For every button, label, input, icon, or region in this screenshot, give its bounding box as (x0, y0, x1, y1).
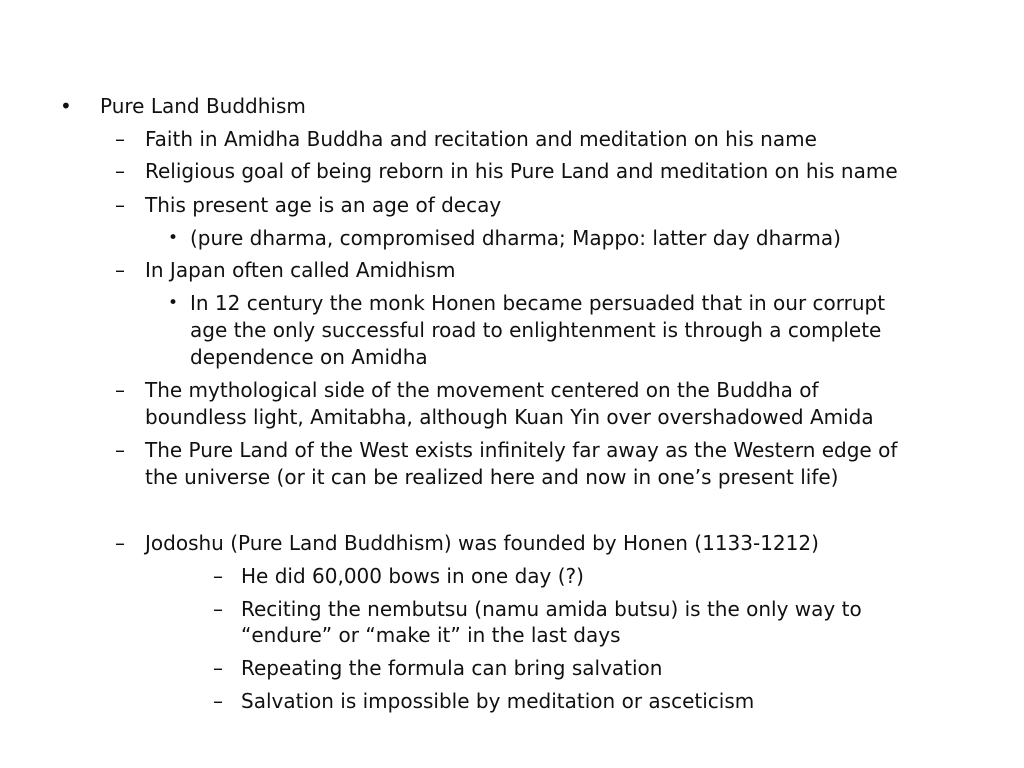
sub-sub-item: dependence on Amidha (190, 345, 428, 369)
dash-marker: – (115, 378, 125, 402)
sub-item: boundless light, Amitabha, although Kuan Yin over overshadowed Amida (145, 405, 874, 429)
dash-marker: – (213, 597, 223, 621)
sub-sub-item: age the only successful road to enlightenment is through a complete (190, 318, 882, 342)
sub-item: Religious goal of being reborn in his Pure Land and meditation on his name (145, 159, 898, 183)
bullet-marker: • (60, 94, 72, 118)
sub-item: Jodoshu (Pure Land Buddhism) was founded by Honen (1133-1212) (145, 531, 819, 555)
dash-marker: – (115, 159, 125, 183)
dash-marker: – (213, 564, 223, 588)
sub-item: This present age is an age of decay (145, 193, 502, 217)
dash-marker: – (115, 531, 125, 555)
sub-sub-item: Reciting the nembutsu (namu amida butsu) is the only way to (241, 597, 862, 621)
dash-marker: – (213, 689, 223, 713)
dash-marker: – (115, 438, 125, 462)
sub-sub-item: He did 60,000 bows in one day (?) (241, 564, 584, 588)
dash-marker: – (115, 193, 125, 217)
bullet-marker: • (168, 228, 179, 248)
sub-item: the universe (or it can be realized here and now in one’s present life) (145, 465, 839, 489)
bullet-marker: • (168, 293, 179, 313)
sub-item: The mythological side of the movement centered on the Buddha of (145, 378, 819, 402)
sub-sub-item: Repeating the formula can bring salvation (241, 656, 663, 680)
dash-marker: – (115, 127, 125, 151)
sub-sub-item: In 12 century the monk Honen became persuaded that in our corrupt (190, 291, 886, 315)
sub-sub-item: “endure” or “make it” in the last days (241, 623, 621, 647)
dash-marker: – (213, 656, 223, 680)
sub-item: The Pure Land of the West exists infinitely far away as the Western edge of (145, 438, 898, 462)
dash-marker: – (115, 258, 125, 282)
sub-sub-item: (pure dharma, compromised dharma; Mappo: latter day dharma) (190, 226, 841, 250)
sub-item: In Japan often called Amidhism (145, 258, 456, 282)
sub-item: Faith in Amidha Buddha and recitation and meditation on his name (145, 127, 817, 151)
sub-sub-item: Salvation is impossible by meditation or asceticism (241, 689, 755, 713)
heading-bullet: Pure Land Buddhism (100, 94, 306, 118)
